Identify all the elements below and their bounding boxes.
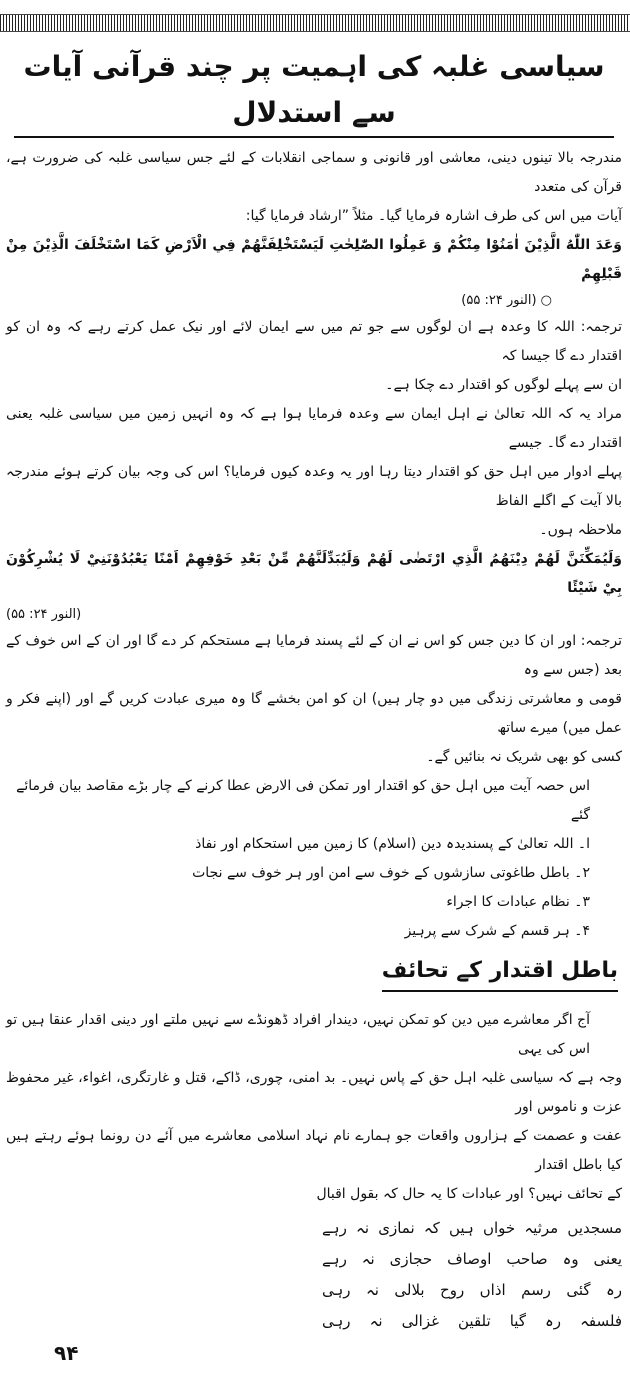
section-heading-wrapper bbox=[6, 952, 618, 992]
verse-2-reference: (النور ۲۴: ۵۵) bbox=[6, 607, 82, 622]
poem-line: رہ گئی رسم اذاں روح بلالی نہ رہی bbox=[322, 1281, 622, 1299]
purpose-item: ۲۔ باطل طاغوتی سازشوں کے خوف سے امن اور ہر خوف سے نجات bbox=[192, 865, 590, 881]
title-wrapper bbox=[6, 44, 622, 138]
poem-line: یعنی وہ صاحب اوصاف حجازی نہ رہے bbox=[322, 1250, 622, 1268]
translation-1-line: ترجمہ: اللہ کا وعدہ ہے ان لوگوں سے جو تم میں سے ایمان لائے اور نیک عمل کرتے رہے کہ وہ ان کو اقتدار دے گا جیسا کہ bbox=[6, 319, 622, 364]
section-heading: باطل اقتدار کے تحائف bbox=[382, 952, 618, 992]
intro-line: مندرجہ بالا تینوں دینی، معاشی اور قانونی و سماجی انقلابات کے لئے جس سیاسی غلبہ کی ضرورت ہے، قرآن کی متعدد bbox=[6, 150, 622, 195]
paragraph-line: وجہ ہے کہ سیاسی غلبہ اہل حق کے پاس نہیں۔ بد امنی، چوری، ڈاکے، قتل و غارتگری، اغواء، غیر محفوظ عزت و ناموس اور bbox=[6, 1070, 622, 1115]
purposes-intro: اس حصہ آیت میں اہل حق کو اقتدار اور تمکن فی الارض عطا کرنے کے چار بڑے مقاصد بیان فرمائے گئے bbox=[16, 778, 590, 823]
page-title: سیاسی غلبہ کی اہمیت پر چند قرآنی آیات سے استدلال bbox=[14, 44, 614, 138]
paragraph-line: آج اگر معاشرے میں دین کو تمکن نہیں، دیندار افراد ڈھونڈے سے نہیں ملتے اور دینی اقدار عنقا ہیں تو اس کی یہی bbox=[6, 1012, 590, 1057]
intro-line: آیات میں اس کی طرف اشارہ فرمایا گیا۔ مثلاً ”ارشاد فرمایا گیا: bbox=[245, 208, 622, 224]
paragraph-line: کے تحائف نہیں؟ اور عبادات کا یہ حال کہ بقول اقبال bbox=[316, 1186, 622, 1202]
translation-2-line: کسی کو بھی شریک نہ بنائیں گے۔ bbox=[426, 749, 622, 765]
translation-2-line: قومی و معاشرتی زندگی میں دو چار ہیں) ان کو امن بخشے گا وہ میری عبادت کریں گے اور (اپنے فکر و عمل میں) میرے ساتھ bbox=[6, 691, 622, 736]
poem-line: فلسفہ رہ گیا تلقین غزالی نہ رہی bbox=[322, 1312, 622, 1330]
explanation-line: مراد یہ کہ اللہ تعالیٰ نے اہل ایمان سے وعدہ فرمایا ہوا ہے کہ وہ انہیں زمین میں سیاسی غلبہ یعنی اقتدار دے گا۔ جیسے bbox=[6, 406, 622, 451]
translation-1-line: ان سے پہلے لوگوں کو اقتدار دے چکا ہے۔ bbox=[385, 377, 622, 393]
poem bbox=[322, 1213, 622, 1337]
explanation-line: پہلے ادوار میں اہل حق کو اقتدار دیتا رہا اور یہ وعدہ کیوں فرمایا؟ اس کی وجہ بیان کرتے ہوئے مندرجہ بالا آیت کے اگلے الفاظ bbox=[6, 464, 622, 509]
quran-verse-1: وَعَدَ اللّٰهُ الَّذِيْنَ اٰمَنُوْا مِنْكُمْ وَ عَمِلُوا الصّٰلِحٰتِ لَيَسْتَخْلِفَنَّهُمْ فِي الْاَرْضِ كَمَا اسْتَخْلَفَ الَّذِيْنَ مِنْ قَبْلِهِمْ bbox=[6, 237, 622, 282]
purpose-item: ا۔ اللہ تعالیٰ کے پسندیدہ دین (اسلام) کا زمین میں استحکام اور نفاذ bbox=[195, 836, 590, 852]
purpose-item: ۴۔ ہر قسم کے شرک سے پرہیز bbox=[404, 923, 590, 939]
translation-2-line: ترجمہ: اور ان کا دین جس کو اس نے ان کے لئے پسند فرمایا ہے مستحکم کر دے گا اور ان کے اس خوف کے بعد (جس سے وہ bbox=[6, 633, 622, 678]
page-number: ۹۴ bbox=[54, 1341, 79, 1365]
verse-1-reference: ○ (النور ۲۴: ۵۵) bbox=[461, 293, 552, 308]
scan-header-band bbox=[0, 14, 630, 32]
paragraph-line: عفت و عصمت کے ہزاروں واقعات جو ہمارے نام نہاد اسلامی معاشرے میں آئے دن رونما ہوئے رہتے ہیں کیا باطل اقتدار bbox=[6, 1128, 622, 1173]
quran-verse-2: وَلَيُمَكِّنَنَّ لَهُمْ دِيْنَهُمُ الَّذِي ارْتَضٰى لَهُمْ وَلَيُبَدِّلَنَّهُمْ مِّنْ بَعْدِ خَوْفِهِمْ اَمْنًا يَعْبُدُوْنَنِيْ لَا يُشْرِكُوْنَ بِيْ شَيْئًا bbox=[6, 551, 622, 596]
purpose-item: ۳۔ نظام عبادات کا اجراء bbox=[446, 894, 590, 910]
explanation-line: ملاحظہ ہوں۔ bbox=[539, 522, 622, 538]
poem-line: مسجدیں مرثیہ خواں ہیں کہ نمازی نہ رہے bbox=[322, 1219, 622, 1237]
